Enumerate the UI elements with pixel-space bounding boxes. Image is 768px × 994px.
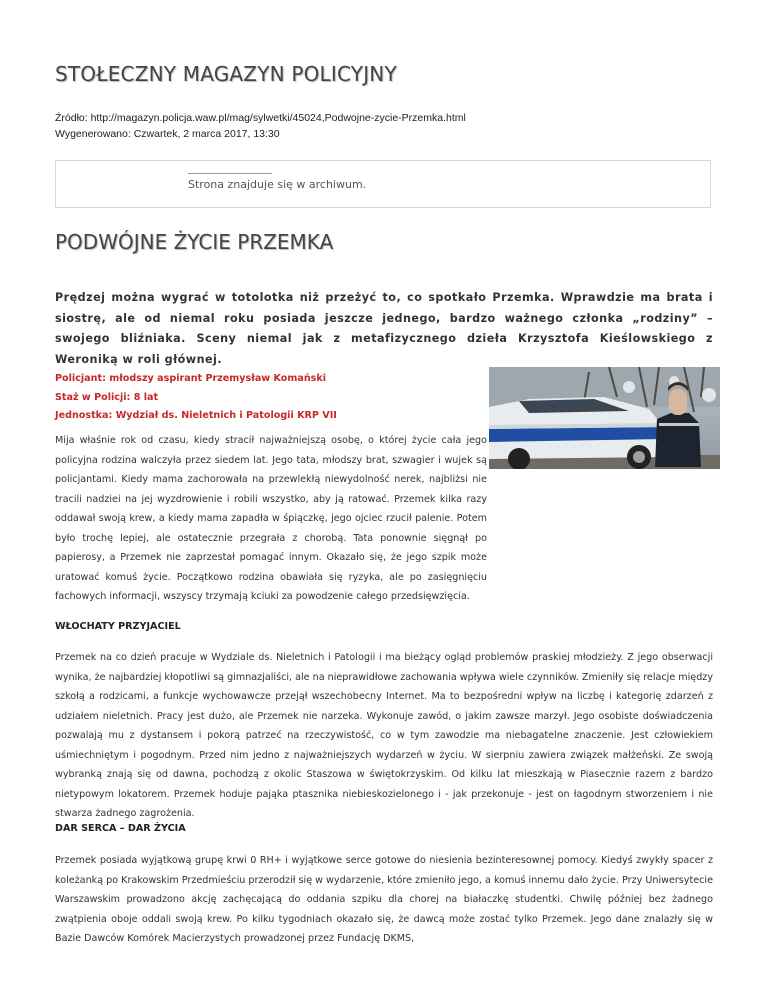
archive-notice <box>55 160 711 208</box>
generated-line: Wygenerowano: Czwartek, 2 marca 2017, 13:30 <box>55 128 280 140</box>
paragraph-2: Przemek na co dzień pracuje w Wydziale ds. Nieletnich i Patologii i ma bieżący ogląd problemów praskiej młodzieży. Z jego obserwacji wynika, że najbardziej kłopotliwi są gimnazjaliści, ale na nieprawidłowe zachowania wpływa wiele czynników. Zmieniły się relacje między szkołą a rodzicami, a funkcje wychowawcze przejął wszechobecny Internet. Ma to bezpośredni wpływ na liczbę i kategorię zdarzeń z udziałem nieletnich. Pracy jest dużo, ale Przemek nie narzeka. Wykonuje zawód, o jakim zawsze marzył. Jego osobiste doświadczenia pozwalają mu z dystansem i pokorą patrzeć na rzeczywistość, co w tym zawodzie ma niebagatelne znaczenie. Jest człowiekiem uśmiechniętym i pogodnym. Przed nim jedno z najważniejszych wydarzeń w życiu. W sierpniu zawiera związek małżeński. Ze swoją wybranką znają się od dawna, pochodzą z okolic Staszowa w świętokrzyskim. Od kilku lat mieszkają w Piasecznie razem z bardzo nietypowym lokatorem. Przemek hoduje pająka ptasznika niebieskozielonego i - jak przekonuje - jest on łagodnym stworzeniem i nie stwarza żadnego zagrożenia. <box>55 652 713 819</box>
officer-unit: Jednostka: Wydział ds. Nieletnich i Patologii KRP VII <box>55 410 337 421</box>
officer-name: Policjant: młodszy aspirant Przemysław Komański <box>55 373 327 384</box>
notice-divider <box>188 173 272 174</box>
section-heading-2: DAR SERCA – DAR ŻYCIA <box>55 823 186 834</box>
article-lead: Prędzej można wygrać w totolotka niż przeżyć to, co spotkało Przemka. Wprawdzie ma brata i siostrę, ale od niemal roku posiada jeszcze jednego, bardzo ważnego członka „rodziny” – swojego bliźniaka. Sceny niemal jak z metafizycznego dzieła Krzysztofa Kieślowskiego z Weroniką w roli głównej. <box>55 291 713 366</box>
source-line: Źródło: http://magazyn.policja.waw.pl/mag/sylwetki/45024,Podwojne-zycie-Przemka.html <box>55 112 466 124</box>
officer-service: Staż w Policji: 8 lat <box>55 391 159 403</box>
section-heading-1: WŁOCHATY PRZYJACIEL <box>55 621 181 632</box>
paragraph-3: Przemek posiada wyjątkową grupę krwi 0 RH+ i wyjątkowe serce gotowe do niesienia bezinteresownej pomocy. Kiedyś zwykły spacer z koleżanką po Krakowskim Przedmieściu przerodził się w wydarzenie, które zmieniło jego, a komuś innemu dało życie. Przy Uniwersytecie Warszawskim prowadzono akcję zachęcającą do oddania szpiku dla chorej na białaczkę studentki. Chwilę później bez żadnego zwątpienia oboje oddali swoją krew. Po kilku tygodniach okazało się, że dawcą może zostać tylko Przemek. Jego dane znalazły się w Bazie Dawców Komórek Macierzystych prowadzonej przez Fundację DKMS, <box>55 855 713 944</box>
archive-notice-text: Strona znajduje się w archiwum. <box>188 178 367 191</box>
officer-photo <box>489 367 720 469</box>
officer-info <box>55 370 337 426</box>
print-meta <box>55 110 466 142</box>
paragraph-1: Mija właśnie rok od czasu, kiedy stracił najważniejszą osobę, o której życie cała jego policyjna rodzina walczyła przez siedem lat. Jego tata, młodszy brat, szwagier i wujek są policjantami. Kiedy mama zachorowała na przewlekłą niewydolność nerek, najbliżsi nie tracili nadziei na jej wyzdrowienie i robili wszystko, aby ją ratować. Przemek kilka razy oddawał swoją krew, a kiedy mama zapadła w śpiączkę, jego ojciec rzucił palenie. Potem było trochę lepiej, ale ostatecznie przegrała z chorobą. Tata ponownie sięgnął po papierosy, a Przemek nie zaprzestał pomagać innym. Okazało się, że jego szpik może uratować komuś życie. Początkowo rodzina obawiała się ryzyka, ale po zasięgnięciu fachowych informacji, wszyscy trzymają kciuki za powodzenie całego przedsięwzięcia. <box>55 435 487 602</box>
site-title: STOŁECZNY MAGAZYN POLICYJNY <box>55 62 397 86</box>
article-title: PODWÓJNE ŻYCIE PRZEMKA <box>55 230 334 254</box>
